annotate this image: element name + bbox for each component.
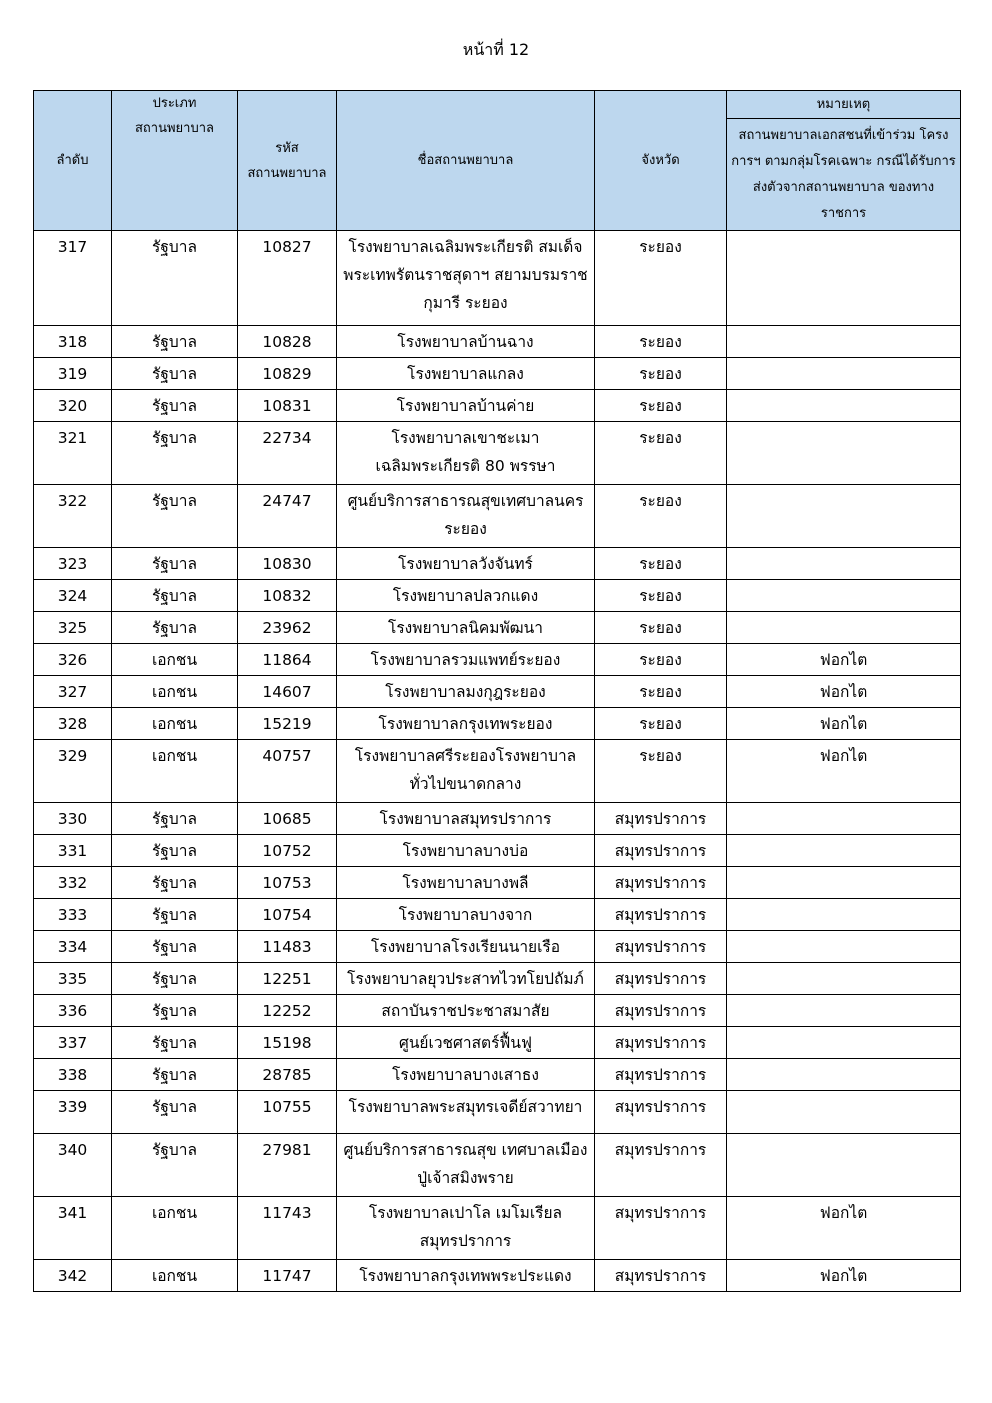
table-row xyxy=(34,1197,961,1260)
row-type: รัฐบาล xyxy=(112,390,238,422)
row-number: 324 xyxy=(34,580,112,612)
table-row xyxy=(34,231,961,326)
row-remark: ฟอกไต xyxy=(727,708,961,740)
row-type: รัฐบาล xyxy=(112,422,238,485)
row-remark xyxy=(727,835,961,867)
row-code: 24747 xyxy=(238,485,337,548)
row-name: โรงพยาบาลบางบ่อ xyxy=(337,835,595,867)
row-number: 319 xyxy=(34,358,112,390)
table-row xyxy=(34,580,961,612)
row-remark xyxy=(727,803,961,835)
row-code: 10828 xyxy=(238,326,337,358)
row-name: โรงพยาบาลบางจาก xyxy=(337,899,595,931)
row-code: 28785 xyxy=(238,1059,337,1091)
row-province: ระยอง xyxy=(595,231,727,326)
row-type: รัฐบาล xyxy=(112,899,238,931)
row-number: 334 xyxy=(34,931,112,963)
header-remark-sub: สถานพยาบาลเอกสชนที่เข้าร่วม โครงการฯ ตามกลุ่มโรคเฉพาะ กรณีได้รับการส่งตัวจากสถานพยาบาล ของทางราชการ xyxy=(727,119,961,231)
row-type: รัฐบาล xyxy=(112,1134,238,1197)
row-name: โรงพยาบาลโรงเรียนนายเรือ xyxy=(337,931,595,963)
row-remark: ฟอกไต xyxy=(727,1260,961,1292)
row-province: ระยอง xyxy=(595,390,727,422)
header-order: ลำดับ xyxy=(34,91,112,231)
table-row xyxy=(34,1134,961,1197)
table-row xyxy=(34,548,961,580)
row-number: 325 xyxy=(34,612,112,644)
row-number: 317 xyxy=(34,231,112,326)
table-row xyxy=(34,326,961,358)
row-remark xyxy=(727,931,961,963)
row-number: 326 xyxy=(34,644,112,676)
row-name: โรงพยาบาลบางพลี xyxy=(337,867,595,899)
header-type: ประเภท สถานพยาบาล xyxy=(112,91,238,231)
row-type: รัฐบาล xyxy=(112,1059,238,1091)
table-row xyxy=(34,931,961,963)
row-number: 332 xyxy=(34,867,112,899)
row-province: สมุทรปราการ xyxy=(595,803,727,835)
row-code: 10827 xyxy=(238,231,337,326)
row-number: 342 xyxy=(34,1260,112,1292)
row-type: รัฐบาล xyxy=(112,867,238,899)
row-type: รัฐบาล xyxy=(112,931,238,963)
row-remark: ฟอกไต xyxy=(727,1197,961,1260)
row-name: โรงพยาบาลบ้านค่าย xyxy=(337,390,595,422)
row-name: โรงพยาบาลกรุงเทพระยอง xyxy=(337,708,595,740)
row-remark xyxy=(727,548,961,580)
row-number: 341 xyxy=(34,1197,112,1260)
header-code: รหัส สถานพยาบาล xyxy=(238,91,337,231)
row-number: 329 xyxy=(34,740,112,803)
row-number: 330 xyxy=(34,803,112,835)
row-remark: ฟอกไต xyxy=(727,676,961,708)
row-code: 40757 xyxy=(238,740,337,803)
table-row xyxy=(34,867,961,899)
row-name: โรงพยาบาลเขาชะเมาเฉลิมพระเกียรติ 80 พรรษา xyxy=(337,422,595,485)
table-row xyxy=(34,422,961,485)
row-number: 331 xyxy=(34,835,112,867)
row-type: รัฐบาล xyxy=(112,548,238,580)
row-remark xyxy=(727,326,961,358)
table-row xyxy=(34,995,961,1027)
row-number: 335 xyxy=(34,963,112,995)
row-code: 10830 xyxy=(238,548,337,580)
row-name: โรงพยาบาลปลวกแดง xyxy=(337,580,595,612)
row-remark: ฟอกไต xyxy=(727,644,961,676)
row-number: 322 xyxy=(34,485,112,548)
row-code: 10752 xyxy=(238,835,337,867)
row-province: ระยอง xyxy=(595,580,727,612)
row-remark xyxy=(727,1134,961,1197)
row-code: 15198 xyxy=(238,1027,337,1059)
row-type: เอกชน xyxy=(112,676,238,708)
row-type: เอกชน xyxy=(112,740,238,803)
table-row xyxy=(34,485,961,548)
row-number: 336 xyxy=(34,995,112,1027)
table-row xyxy=(34,1260,961,1292)
row-name: โรงพยาบาลมงกุฎระยอง xyxy=(337,676,595,708)
row-number: 320 xyxy=(34,390,112,422)
table-row xyxy=(34,676,961,708)
table-row xyxy=(34,1059,961,1091)
row-type: รัฐบาล xyxy=(112,580,238,612)
row-number: 333 xyxy=(34,899,112,931)
table-row xyxy=(34,740,961,803)
table-row xyxy=(34,1027,961,1059)
row-type: รัฐบาล xyxy=(112,1091,238,1134)
row-code: 14607 xyxy=(238,676,337,708)
header-province: จังหวัด xyxy=(595,91,727,231)
row-name: ศูนย์บริการสาธารณสุข เทศบาลเมืองปู่เจ้าสมิงพราย xyxy=(337,1134,595,1197)
row-province: ระยอง xyxy=(595,676,727,708)
row-name: โรงพยาบาลสมุทรปราการ xyxy=(337,803,595,835)
table-row xyxy=(34,963,961,995)
row-code: 10754 xyxy=(238,899,337,931)
row-province: สมุทรปราการ xyxy=(595,995,727,1027)
row-province: สมุทรปราการ xyxy=(595,1134,727,1197)
row-province: สมุทรปราการ xyxy=(595,835,727,867)
row-number: 340 xyxy=(34,1134,112,1197)
row-name: โรงพยาบาลยุวประสาทไวทโยปถัมภ์ xyxy=(337,963,595,995)
row-code: 27981 xyxy=(238,1134,337,1197)
row-number: 328 xyxy=(34,708,112,740)
row-name: โรงพยาบาลนิคมพัฒนา xyxy=(337,612,595,644)
row-number: 323 xyxy=(34,548,112,580)
row-province: ระยอง xyxy=(595,548,727,580)
table-row xyxy=(34,612,961,644)
row-type: รัฐบาล xyxy=(112,358,238,390)
row-province: สมุทรปราการ xyxy=(595,899,727,931)
row-type: รัฐบาล xyxy=(112,231,238,326)
row-type: รัฐบาล xyxy=(112,612,238,644)
row-number: 338 xyxy=(34,1059,112,1091)
row-remark xyxy=(727,390,961,422)
row-remark: ฟอกไต xyxy=(727,740,961,803)
row-province: สมุทรปราการ xyxy=(595,1091,727,1134)
row-name: โรงพยาบาลศรีระยองโรงพยาบาลทั่วไปขนาดกลาง xyxy=(337,740,595,803)
row-number: 337 xyxy=(34,1027,112,1059)
row-code: 10832 xyxy=(238,580,337,612)
row-name: โรงพยาบาลกรุงเทพพระประแดง xyxy=(337,1260,595,1292)
row-number: 327 xyxy=(34,676,112,708)
table-row xyxy=(34,390,961,422)
table-row xyxy=(34,1091,961,1134)
row-province: ระยอง xyxy=(595,422,727,485)
row-remark xyxy=(727,1059,961,1091)
row-remark xyxy=(727,995,961,1027)
row-remark xyxy=(727,422,961,485)
row-code: 15219 xyxy=(238,708,337,740)
row-remark xyxy=(727,867,961,899)
row-code: 11864 xyxy=(238,644,337,676)
row-remark xyxy=(727,1091,961,1134)
row-code: 10753 xyxy=(238,867,337,899)
row-province: สมุทรปราการ xyxy=(595,1260,727,1292)
row-code: 10685 xyxy=(238,803,337,835)
row-remark xyxy=(727,580,961,612)
row-type: เอกชน xyxy=(112,644,238,676)
row-type: รัฐบาล xyxy=(112,963,238,995)
row-name: โรงพยาบาลบ้านฉาง xyxy=(337,326,595,358)
row-type: รัฐบาล xyxy=(112,995,238,1027)
row-code: 10829 xyxy=(238,358,337,390)
row-code: 10755 xyxy=(238,1091,337,1134)
row-remark xyxy=(727,485,961,548)
row-remark xyxy=(727,1027,961,1059)
row-province: สมุทรปราการ xyxy=(595,1059,727,1091)
row-type: เอกชน xyxy=(112,1197,238,1260)
row-province: สมุทรปราการ xyxy=(595,963,727,995)
header-remark: หมายเหตุ xyxy=(727,91,961,119)
row-province: สมุทรปราการ xyxy=(595,1027,727,1059)
row-name: โรงพยาบาลบางเสาธง xyxy=(337,1059,595,1091)
row-remark xyxy=(727,612,961,644)
row-type: รัฐบาล xyxy=(112,1027,238,1059)
row-code: 12252 xyxy=(238,995,337,1027)
row-name: โรงพยาบาลแกลง xyxy=(337,358,595,390)
row-province: สมุทรปราการ xyxy=(595,1197,727,1260)
table-row xyxy=(34,358,961,390)
table-row xyxy=(34,644,961,676)
row-code: 12251 xyxy=(238,963,337,995)
row-province: ระยอง xyxy=(595,485,727,548)
row-type: รัฐบาล xyxy=(112,835,238,867)
row-name: ศูนย์เวชศาสตร์ฟื้นฟู xyxy=(337,1027,595,1059)
row-number: 339 xyxy=(34,1091,112,1134)
row-type: เอกชน xyxy=(112,1260,238,1292)
row-name: ศูนย์บริการสาธารณสุขเทศบาลนครระยอง xyxy=(337,485,595,548)
row-name: สถาบันราชประชาสมาสัย xyxy=(337,995,595,1027)
row-province: ระยอง xyxy=(595,644,727,676)
row-remark xyxy=(727,358,961,390)
row-type: รัฐบาล xyxy=(112,803,238,835)
row-type: เอกชน xyxy=(112,708,238,740)
row-type: รัฐบาล xyxy=(112,326,238,358)
row-code: 11747 xyxy=(238,1260,337,1292)
row-name: โรงพยาบาลวังจันทร์ xyxy=(337,548,595,580)
row-code: 10831 xyxy=(238,390,337,422)
row-number: 318 xyxy=(34,326,112,358)
row-province: สมุทรปราการ xyxy=(595,931,727,963)
row-province: สมุทรปราการ xyxy=(595,867,727,899)
row-name: โรงพยาบาลพระสมุทรเจดีย์สวาทยา xyxy=(337,1091,595,1134)
row-remark xyxy=(727,899,961,931)
row-province: ระยอง xyxy=(595,326,727,358)
table-row xyxy=(34,708,961,740)
row-province: ระยอง xyxy=(595,740,727,803)
row-code: 11483 xyxy=(238,931,337,963)
row-code: 22734 xyxy=(238,422,337,485)
hospital-table xyxy=(33,90,961,1292)
row-remark xyxy=(727,963,961,995)
row-code: 23962 xyxy=(238,612,337,644)
page-number: หน้าที่ 12 xyxy=(462,40,530,59)
row-province: ระยอง xyxy=(595,612,727,644)
table-row xyxy=(34,803,961,835)
row-code: 11743 xyxy=(238,1197,337,1260)
table-row xyxy=(34,835,961,867)
row-name: โรงพยาบาลเฉลิมพระเกียรติ สมเด็จพระเทพรัตนราชสุดาฯ สยามบรมราชกุมารี ระยอง xyxy=(337,231,595,326)
row-remark xyxy=(727,231,961,326)
table-row xyxy=(34,899,961,931)
row-name: โรงพยาบาลเปาโล เมโมเรียล สมุทรปราการ xyxy=(337,1197,595,1260)
header-name: ชื่อสถานพยาบาล xyxy=(337,91,595,231)
row-province: ระยอง xyxy=(595,358,727,390)
row-number: 321 xyxy=(34,422,112,485)
row-province: ระยอง xyxy=(595,708,727,740)
row-type: รัฐบาล xyxy=(112,485,238,548)
row-name: โรงพยาบาลรวมแพทย์ระยอง xyxy=(337,644,595,676)
